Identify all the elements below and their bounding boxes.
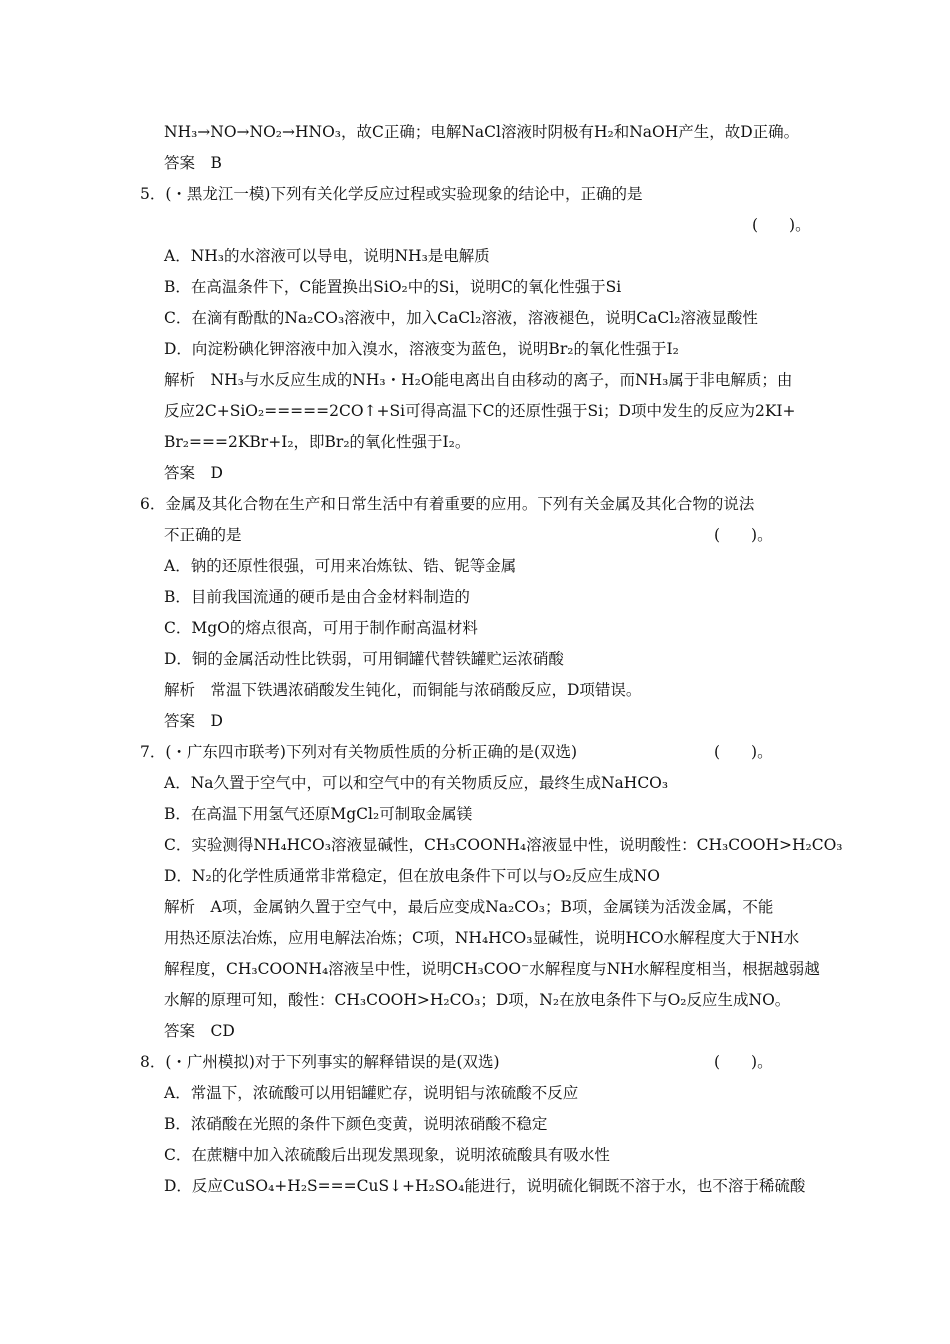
question-6-stem-line-1: 6．金属及其化合物在生产和日常生活中有着重要的应用。下列有关金属及其化合物的说法 xyxy=(140,495,755,513)
question-7-option-b: B．在高温下用氢气还原MgCl₂可制取金属镁 xyxy=(164,805,473,823)
question-8-option-a: A．常温下，浓硫酸可以用铝罐贮存，说明铝与浓硫酸不反应 xyxy=(164,1084,579,1102)
question-6-option-d: D．铜的金属活动性比铁弱，可用铜罐代替铁罐贮运浓硝酸 xyxy=(164,650,564,668)
question-8-answer-blank: ( )。 xyxy=(714,1053,773,1071)
question-5-option-c: C．在滴有酚酞的Na₂CO₃溶液中，加入CaCl₂溶液，溶液褪色，说明CaCl₂溶液显酸性 xyxy=(164,309,758,327)
question-7-option-c: C．实验测得NH₄HCO₃溶液显碱性，CH₃COONH₄溶液显中性，说明酸性：CH₃COOH>H₂CO₃ xyxy=(164,836,843,854)
question-7-explanation-line-2: 用热还原法冶炼，应用电解法冶炼；C项，NH₄HCO₃显碱性，说明HCO水解程度大于NH水 xyxy=(164,929,800,947)
question-6-stem-line-2: 不正确的是 xyxy=(164,526,242,544)
question-7-option-d: D．N₂的化学性质通常非常稳定，但在放电条件下可以与O₂反应生成NO xyxy=(164,867,660,885)
question-5-explanation-line-3: Br₂===2KBr+I₂，即Br₂的氧化性强于I₂。 xyxy=(164,433,471,451)
question-5-option-a: A．NH₃的水溶液可以导电，说明NH₃是电解质 xyxy=(164,247,490,265)
question-8-option-c: C．在蔗糖中加入浓硫酸后出现发黑现象，说明浓硫酸具有吸水性 xyxy=(164,1146,610,1164)
explanation-continuation: NH₃→NO→NO₂→HNO₃，故C正确；电解NaCl溶液时阴极有H₂和NaOH产生，故D正确。 xyxy=(164,123,800,141)
question-5-answer-blank: ( )。 xyxy=(752,216,811,234)
question-5-explanation-line-2: 反应2C+SiO₂=====2CO↑+Si可得高温下C的还原性强于Si；D项中发生的反应为2KI+ xyxy=(164,402,796,420)
question-5-explanation-line-1: 解析 NH₃与水反应生成的NH₃・H₂O能电离出自由移动的离子，而NH₃属于非电解质；由 xyxy=(164,371,793,389)
question-5-option-d: D．向淀粉碘化钾溶液中加入溴水，溶液变为蓝色，说明Br₂的氧化性强于I₂ xyxy=(164,340,679,358)
question-5-option-b: B．在高温条件下，C能置换出SiO₂中的Si，说明C的氧化性强于Si xyxy=(164,278,622,296)
question-8-stem: 8．(・广州模拟)对于下列事实的解释错误的是(双选) xyxy=(140,1053,500,1071)
question-7-option-a: A．Na久置于空气中，可以和空气中的有关物质反应，最终生成NaHCO₃ xyxy=(164,774,669,792)
question-7-stem: 7．(・广东四市联考)下列对有关物质性质的分析正确的是(双选) xyxy=(140,743,578,761)
answer-q6: 答案 D xyxy=(164,712,223,730)
question-6-option-b: B．目前我国流通的硬币是由合金材料制造的 xyxy=(164,588,470,606)
answer-q5: 答案 D xyxy=(164,464,223,482)
question-6-option-c: C．MgO的熔点很高，可用于制作耐高温材料 xyxy=(164,619,478,637)
question-6-option-a: A．钠的还原性很强，可用来冶炼钛、锆、铌等金属 xyxy=(164,557,517,575)
question-5-stem: 5．(・黑龙江一模)下列有关化学反应过程或实验现象的结论中，正确的是 xyxy=(140,185,643,203)
question-6-explanation: 解析 常温下铁遇浓硝酸发生钝化，而铜能与浓硝酸反应，D项错误。 xyxy=(164,681,642,699)
question-7-explanation-line-1: 解析 A项，金属钠久置于空气中，最后应变成Na₂CO₃；B项，金属镁为活泼金属，不能 xyxy=(164,898,774,916)
question-7-explanation-line-3: 解程度，CH₃COONH₄溶液呈中性，说明CH₃COO⁻水解程度与NH水解程度相当，根据越弱越 xyxy=(164,960,820,978)
question-7-answer-blank: ( )。 xyxy=(714,743,773,761)
answer-q4: 答案 B xyxy=(164,154,222,172)
question-8-option-b: B．浓硝酸在光照的条件下颜色变黄，说明浓硝酸不稳定 xyxy=(164,1115,548,1133)
question-7-explanation-line-4: 水解的原理可知，酸性：CH₃COOH>H₂CO₃；D项，N₂在放电条件下与O₂反应生成NO。 xyxy=(164,991,791,1009)
question-8-option-d: D．反应CuSO₄+H₂S===CuS↓+H₂SO₄能进行，说明硫化铜既不溶于水，也不溶于稀硫酸 xyxy=(164,1177,806,1195)
answer-q7: 答案 CD xyxy=(164,1022,235,1040)
question-6-answer-blank: ( )。 xyxy=(714,526,773,544)
